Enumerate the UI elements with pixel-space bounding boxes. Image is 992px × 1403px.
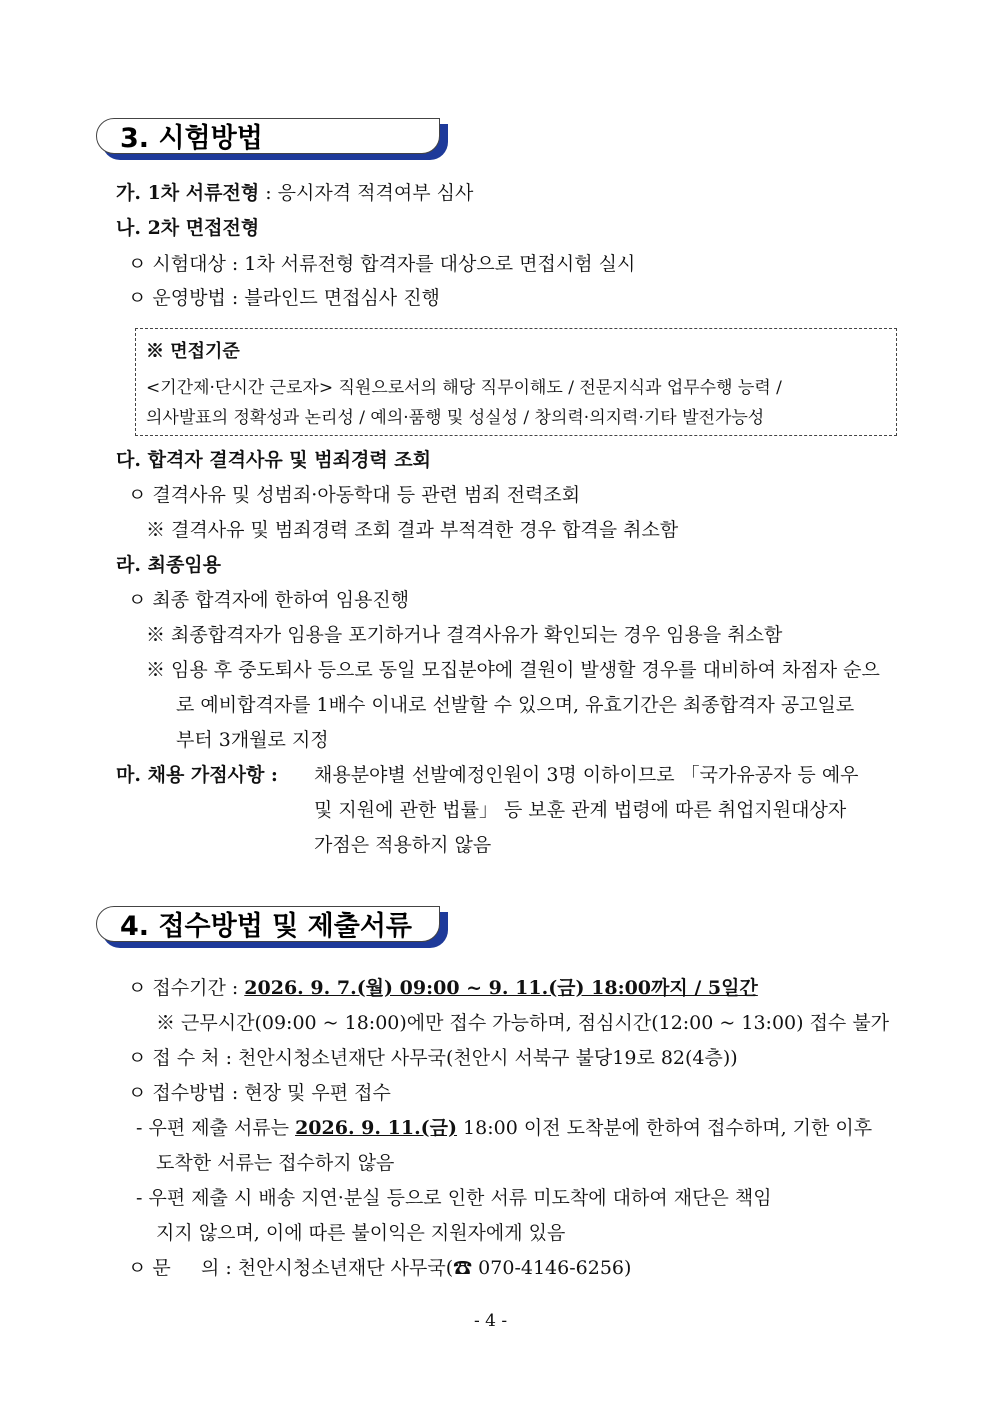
section-3-title: 3. 시험방법 <box>120 123 263 154</box>
inquiry-label: ㅇ 문 의 : 천안시청소년재단 사무국( <box>128 1257 454 1279</box>
item-da-check: ㅇ 결격사유 및 성범죄·아동학대 등 관련 범죄 전력조회 <box>128 484 581 506</box>
mail-rule-2-line-1: - 우편 제출 시 배송 지연·분실 등으로 인한 서류 미도착에 대하여 재단은 책임 <box>136 1187 772 1209</box>
item-na-method: ㅇ 운영방법 : 블라인드 면접심사 진행 <box>128 287 440 309</box>
inquiry-phone: ☎ 070-4146-6256 <box>453 1257 624 1279</box>
section-4-title-box <box>96 906 448 948</box>
receipt-period-label: ㅇ 접수기간 : <box>128 977 245 999</box>
item-da-label: 다. 합격자 결격사유 및 범죄경력 조회 <box>116 449 431 471</box>
receipt-place: ㅇ 접 수 처 : 천안시청소년재단 사무국(천안시 서북구 불당19로 82(4층)) <box>128 1047 738 1069</box>
item-ma-line-2: 및 지원에 관한 법률」 등 보훈 관계 법령에 따른 취업지원대상자 <box>314 799 847 821</box>
criteria-line-2: 의사발표의 정확성과 논리성 / 예의·품행 및 성실성 / 창의력·의지력·기타 발전가능성 <box>146 408 765 428</box>
receipt-period-value: 2026. 9. 7.(월) 09:00 ~ 9. 11.(금) 18:00까지 / 5일간 <box>244 977 758 999</box>
receipt-period <box>128 976 758 1000</box>
item-ma-line-3: 가점은 적용하지 않음 <box>314 834 492 856</box>
inquiry-close: ) <box>624 1257 632 1279</box>
item-ra-label: 라. 최종임용 <box>116 554 221 576</box>
item-ra-note-1: ※ 최종합격자가 임용을 포기하거나 결격사유가 확인되는 경우 임용을 취소함 <box>146 624 783 646</box>
mail-rule-2-line-2: 지지 않으며, 이에 따른 불이익은 지원자에게 있음 <box>156 1222 566 1244</box>
item-na-target: ㅇ 시험대상 : 1차 서류전형 합격자를 대상으로 면접시험 실시 <box>128 253 636 275</box>
section-4-title: 4. 접수방법 및 제출서류 <box>120 911 412 942</box>
mail-rule-1-pre: - 우편 제출 서류는 <box>136 1117 296 1139</box>
mail-rule-1-post: 18:00 이전 도착분에 한하여 접수하며, 기한 이후 <box>457 1117 873 1139</box>
receipt-method: ㅇ 접수방법 : 현장 및 우편 접수 <box>128 1082 391 1104</box>
mail-rule-1-line-1 <box>136 1116 872 1140</box>
item-da-note: ※ 결격사유 및 범죄경력 조회 결과 부적격한 경우 합격을 취소함 <box>146 519 679 541</box>
item-ra-note-2-line-1: ※ 임용 후 중도퇴사 등으로 동일 모집분야에 결원이 발생할 경우를 대비하여 차점자 순으 <box>146 659 880 681</box>
item-ra-appoint: ㅇ 최종 합격자에 한하여 임용진행 <box>128 589 410 611</box>
criteria-heading: ※ 면접기준 <box>146 341 240 362</box>
receipt-period-note: ※ 근무시간(09:00 ~ 18:00)에만 접수 가능하며, 점심시간(12:00 ~ 13:00) 접수 불가 <box>156 1012 890 1034</box>
item-ma-line-1: 채용분야별 선발예정인원이 3명 이하이므로 「국가유공자 등 예우 <box>314 764 859 786</box>
section-3-title-box <box>96 118 448 160</box>
item-ga-text: : 응시자격 적격여부 심사 <box>259 182 474 204</box>
item-ra-note-2-line-3: 부터 3개월로 지정 <box>176 729 329 751</box>
mail-rule-1-line-2: 도착한 서류는 접수하지 않음 <box>156 1152 395 1174</box>
item-ma-label: 마. 채용 가점사항 : <box>116 764 278 786</box>
item-ra-note-2-line-2: 로 예비합격자를 1배수 이내로 선발할 수 있으며, 유효기간은 최종합격자 공고일로 <box>176 694 855 716</box>
interview-criteria-box <box>135 328 897 436</box>
page-number: - 4 - <box>474 1311 508 1331</box>
criteria-line-1: <기간제·단시간 근로자> 직원으로서의 해당 직무이해도 / 전문지식과 업무수행 능력 / <box>146 378 782 398</box>
mail-deadline-date: 2026. 9. 11.(금) <box>295 1117 458 1139</box>
item-na-label: 나. 2차 면접전형 <box>116 217 260 239</box>
item-ga-label: 가. 1차 서류전형 <box>116 182 260 204</box>
item-ga <box>116 181 473 205</box>
inquiry <box>128 1256 631 1280</box>
